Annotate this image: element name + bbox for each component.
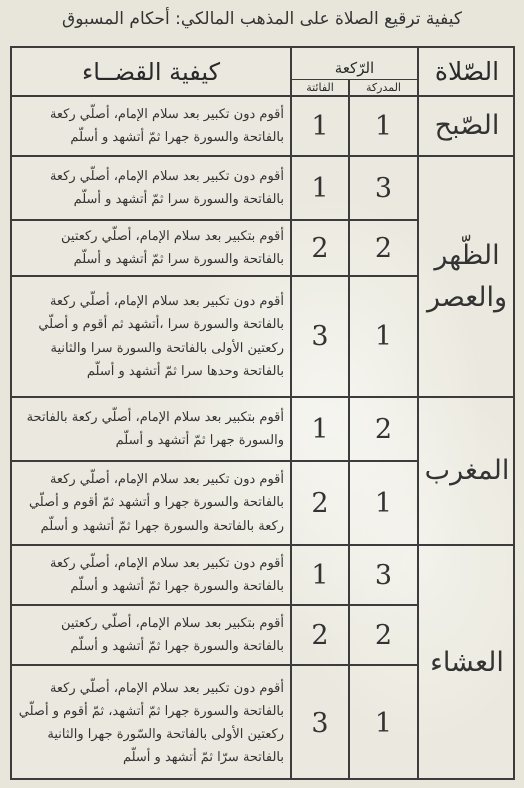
faita-count: 1: [292, 97, 350, 157]
mudraka-count: 2: [350, 606, 419, 666]
table-row-text: أقوم دون تكبير بعد سلام الإمام، أصلّي ركعة بالفاتحة والسورة جهرا و أتشهد ثمّ أقوم و أصلّي ركعة بالفاتحة والسورة جهرا ثمّ أتشهد و أسلّم: [12, 462, 292, 546]
mudraka-count: 3: [350, 157, 419, 221]
page-title: كيفية ترقيع الصلاة على المذهب المالكي: أحكام المسبوق: [62, 9, 462, 29]
mudraka-count: 3: [350, 546, 419, 606]
table-row-text: أقوم بتكبير بعد سلام الإمام، أصلّي ركعتين بالفاتحة والسورة جهرا ثمّ أتشهد و أسلّم: [12, 606, 292, 666]
faita-count: 3: [292, 277, 350, 398]
header-faita: الفائتة: [292, 80, 350, 97]
faita-count: 1: [292, 546, 350, 606]
rules-table: [10, 46, 515, 780]
prayer-subh: الصّبح: [419, 97, 515, 157]
header-salah: الصّلاة: [419, 48, 515, 97]
faita-count: 2: [292, 221, 350, 277]
table-row-text: أقوم دون تكبير بعد سلام الإمام، أصلّي ركعة بالفاتحة والسورة جهرا ثمّ أتشهد، ثمّ أقوم و أصلّي ركعتين الأولى بالفاتحة والسّورة جهرا والثانية بالفاتحة سرّا ثمّ أتشهد و أسلّم: [12, 666, 292, 780]
mudraka-count: 2: [350, 221, 419, 277]
mudraka-count: 2: [350, 398, 419, 462]
mudraka-count: 1: [350, 97, 419, 157]
faita-count: 1: [292, 157, 350, 221]
prayer-dhuhr-asr: الظّهر والعصر: [419, 157, 515, 398]
mudraka-count: 1: [350, 462, 419, 546]
mudraka-count: 1: [350, 666, 419, 780]
table-row-text: أقوم بتكبير بعد سلام الإمام، أصلّي ركعتين بالفاتحة والسورة سرا ثمّ أتشهد و أسلّم: [12, 221, 292, 277]
faita-count: 2: [292, 606, 350, 666]
header-mudraka: المدركة: [350, 80, 419, 97]
mudraka-count: 1: [350, 277, 419, 398]
table-row-text: أقوم دون تكبير بعد سلام الإمام، أصلّي ركعة بالفاتحة والسورة جهرا ثمّ أتشهد و أسلّم: [12, 97, 292, 157]
header-rakah: الرّكعة: [292, 48, 419, 80]
faita-count: 2: [292, 462, 350, 546]
table-row-text: أقوم دون تكبير بعد سلام الإمام، أصلّي ركعة بالفاتحة والسورة جهرا ثمّ أتشهد و أسلّم: [12, 546, 292, 606]
prayer-maghrib: المغرب: [419, 398, 515, 546]
prayer-isha: العشاء: [430, 647, 504, 679]
header-qada: كيفية القضــاء: [12, 48, 292, 97]
table-row-text: أقوم دون تكبير بعد سلام الإمام، أصلّي ركعة بالفاتحة والسورة سرا ثمّ أتشهد و أسلّم: [12, 157, 292, 221]
faita-count: 1: [292, 398, 350, 462]
faita-count: 3: [292, 666, 350, 780]
table-row-text: أقوم دون تكبير بعد سلام الإمام، أصلّي ركعة بالفاتحة والسورة سرا ،أتشهد ثم أقوم و أصلّي ركعتين الأولى بالفاتحة والسورة سرا والثانية بالفاتحة وحدها سرا ثمّ أتشهد و أسلّم: [12, 277, 292, 398]
table-row-text: أقوم بتكبير بعد سلام الإمام، أصلّي ركعة بالفاتحة والسورة جهرا ثمّ أتشهد و أسلّم: [12, 398, 292, 462]
